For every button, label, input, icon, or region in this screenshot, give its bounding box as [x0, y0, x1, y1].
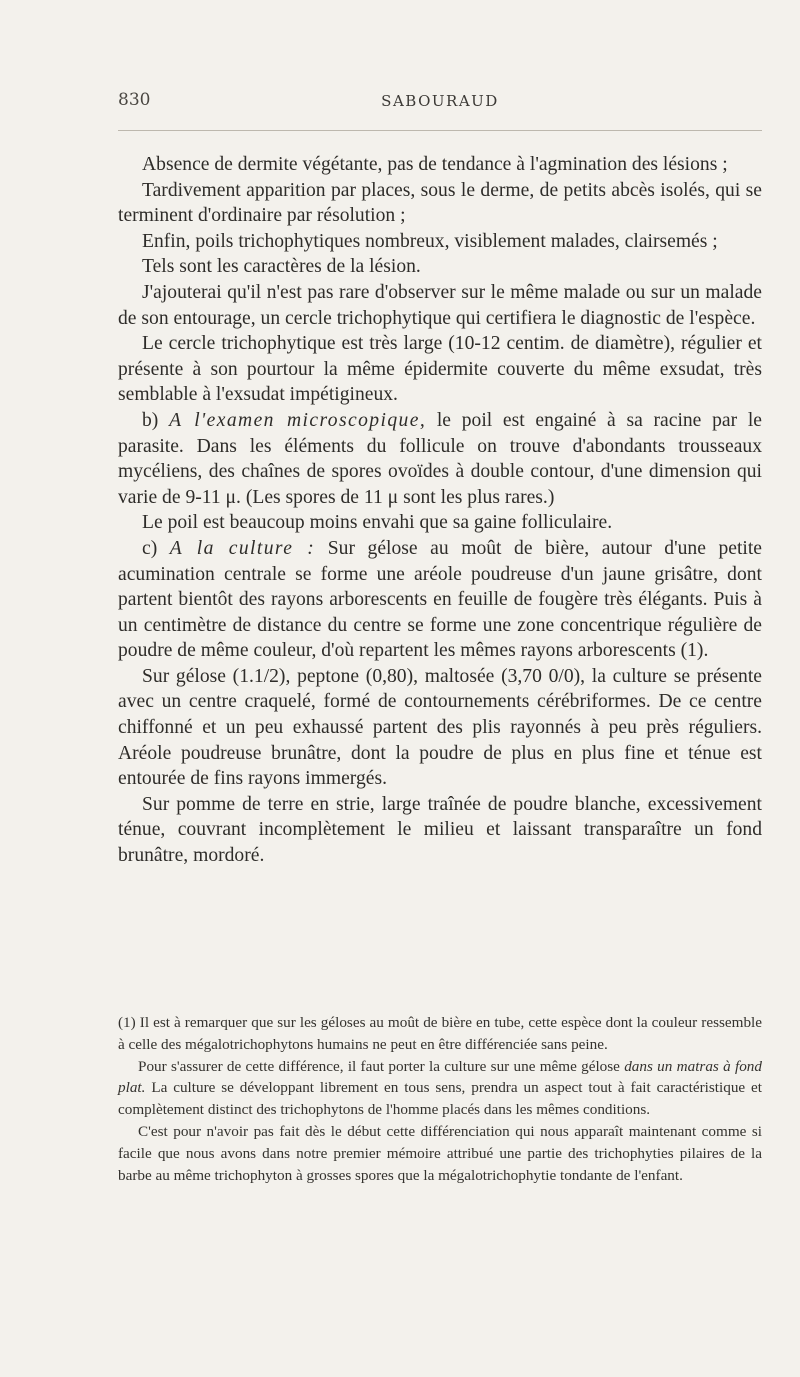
- footnote-emphasis: dans un matras à fond plat.: [118, 1057, 762, 1097]
- paragraph: Sur gélose (1.1/2), peptone (0,80), maltosée (3,70 0/0), la culture se présente avec un centre craquelé, formé de contournements cérébriformes. De ce centre chiffonné et un peu exhaussé partent des plis rayonnés à peu près réguliers. Aréole poudreuse brunâtre, dont la poudre de plus en plus fine et ténue est entourée de fins rayons immergés.: [118, 665, 762, 790]
- paragraph: Tels sont les caractères de la lésion.: [142, 256, 421, 278]
- paragraph-text: Sur gélose au moût de bière, autour d'une petite acumination centrale se forme une aréole poudreuse d'un jaune grisâtre, dont partent bientôt des rayons arborescents en feuille de fougère très élégants. Puis à un centimètre de distance du centre se forme une zone concentrique régulière de poudre de même couleur, d'où repartent les mêmes rayons arborescents (1).: [118, 537, 763, 662]
- footnote-continuation: [118, 1056, 762, 1121]
- paragraph: Tardivement apparition par places, sous le derme, de petits abcès isolés, qui se terminent d'ordinaire par résolution ;: [118, 179, 762, 227]
- section-heading: A la culture :: [169, 537, 316, 559]
- page-header: [118, 84, 762, 114]
- paragraph: Le cercle trichophytique est très large (10-12 centim. de diamètre), régulier et présente à son pourtour la même épidermite couverte du même exsudat, très semblable à l'exsudat impétigineux.: [118, 333, 762, 406]
- paragraph: Absence de dermite végétante, pas de tendance à l'agmination des lésions ;: [142, 154, 728, 175]
- paragraph: Sur pomme de terre en strie, large traînée de poudre blanche, excessivement ténue, couvrant incomplètement le milieu et laissant transparaître un fond brunâtre, mordoré.: [118, 793, 762, 867]
- footnotes: [118, 1012, 762, 1186]
- section-label: c): [142, 537, 158, 559]
- footnote-text: La culture se développant librement en tous sens, prendra un aspect tout à fait caractéristique et complètement distinct des trichophytons de l'homme placés dans les mêmes conditions.: [118, 1079, 763, 1119]
- section-label: b): [142, 409, 159, 431]
- paragraph: Le poil est beaucoup moins envahi que sa gaine folliculaire.: [142, 512, 613, 534]
- footnote-continuation: C'est pour n'avoir pas fait dès le début cette différenciation qui nous apparaît maintenant comme si facile que nous avons dans notre premier mémoire attribué une partie des trichophyties pilaires de la barbe au même trichophyton à grosses spores que la mégalotrichophytie tondante de l'enfant.: [118, 1122, 762, 1184]
- footnote-text: Pour s'assurer de cette différence, il faut porter la culture sur une même gélose: [138, 1057, 620, 1075]
- paragraph-text: le poil est engainé à sa racine par le parasite. Dans les éléments du follicule on trouve d'abondants trousseaux mycéliens, des chaînes de spores ovoïdes à double contour, d'une dimension qui varie de 9-11 μ. (Les spores de 11 μ sont les plus rares.): [118, 409, 762, 508]
- section-heading: A l'examen microscopique,: [169, 409, 427, 431]
- paragraph: J'ajouterai qu'il n'est pas rare d'observer sur le même malade ou sur un malade de son entourage, un cercle trichophytique qui certifiera le diagnostic de l'espèce.: [118, 281, 762, 329]
- header-rule: [118, 130, 762, 131]
- footnote-1: (1) Il est à remarquer que sur les géloses au moût de bière en tube, cette espèce dont la couleur ressemble à celle des mégalotrichophytons humains ne peut en être différenciée sans peine.: [118, 1014, 762, 1053]
- page-number: 830: [118, 90, 151, 110]
- paragraph-microscopic-exam: [118, 408, 762, 510]
- paragraph-culture: [118, 536, 762, 664]
- paragraph: Enfin, poils trichophytiques nombreux, visiblement malades, clairsemés ;: [142, 230, 718, 252]
- running-head: SABOURAUD: [381, 92, 499, 110]
- main-text: [118, 152, 762, 869]
